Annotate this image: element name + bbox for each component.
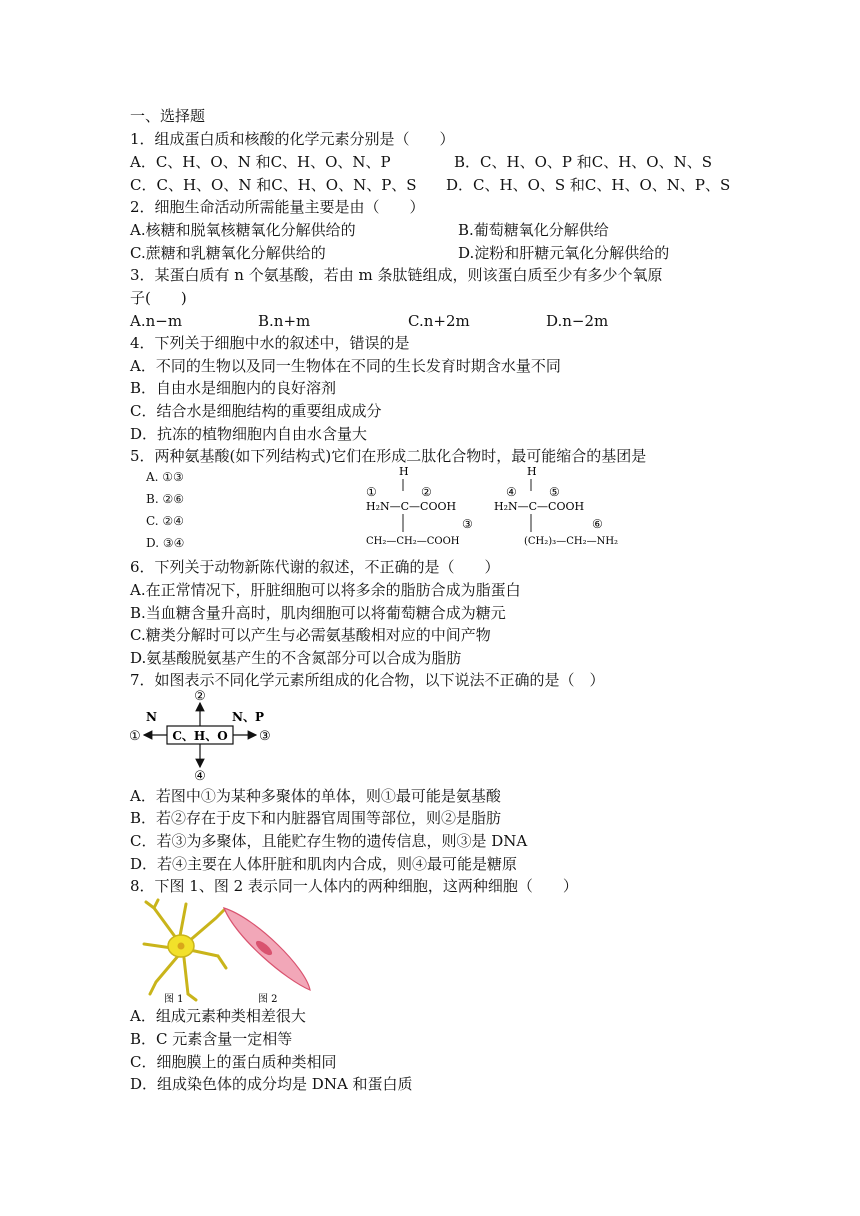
q1-stem: 1．组成蛋白质和核酸的化学元素分别是（ ） — [130, 130, 455, 148]
compound-4-label: ④ — [194, 769, 206, 784]
side-chain-2: (CH₂)₃—CH₂—NH₂ — [524, 536, 619, 547]
smooth-muscle-cell-illustration — [224, 908, 310, 990]
q3-option-d: D.n−2m — [546, 312, 609, 330]
q4-option-b: B．自由水是细胞内的良好溶剂 — [130, 379, 337, 397]
q4-option-d: D．抗冻的植物细胞内自由水含量大 — [130, 425, 368, 443]
q6-option-c: C.糖类分解时可以产生与必需氨基酸相对应的中间产物 — [130, 626, 491, 644]
q7-option-d: D．若④主要在人体肝脏和肌肉内合成，则④最可能是糖原 — [130, 855, 518, 873]
q7-option-a: A．若图中①为某种多聚体的单体，则①最可能是氨基酸 — [130, 787, 501, 805]
left-element-label: N — [146, 710, 157, 724]
q3-stem-line2: 子( ) — [130, 289, 187, 307]
q5-option-b: B. ②⑥ — [146, 492, 184, 506]
q2-option-d: D.淀粉和肝糖元氧化分解供给的 — [458, 244, 670, 262]
side-chain-1: CH₂—CH₂—COOH — [366, 536, 460, 547]
section-title: 一、选择题 — [130, 107, 206, 125]
q7-option-b: B．若②存在于皮下和内脏器官周围等部位，则②是脂肪 — [130, 809, 502, 827]
q7-stem: 7．如图表示不同化学元素所组成的化合物，以下说法不正确的是（ ） — [130, 671, 605, 689]
amino-acid-structure-figure — [360, 462, 630, 554]
label-5: ⑤ — [549, 485, 560, 499]
q2-stem: 2．细胞生命活动所需能量主要是由（ ） — [130, 198, 425, 216]
figure-1-label: 图 1 — [164, 994, 184, 1004]
compound-3-label: ③ — [259, 729, 271, 744]
right-element-label: N、P — [232, 710, 264, 724]
q4-option-a: A．不同的生物以及同一生物体在不同的生长发育时期含水量不同 — [130, 357, 561, 375]
q6-option-b: B.当血糖含量升高时，肌肉细胞可以将葡萄糖合成为糖元 — [130, 604, 506, 622]
figure-2-label: 图 2 — [258, 994, 278, 1004]
amino-group-1: H₂N—C—COOH — [366, 500, 457, 513]
q5-stem: 5．两种氨基酸(如下列结构式)它们在形成二肽化合物时，最可能缩合的基团是 — [130, 447, 647, 465]
q2-option-a: A.核糖和脱氧核糖氧化分解供给的 — [130, 221, 356, 239]
q2-option-b: B.葡萄糖氧化分解供给 — [458, 221, 609, 239]
q1-option-d: D．C、H、O、S 和C、H、O、N、P、S — [446, 176, 731, 194]
q5-option-d: D. ③④ — [146, 536, 185, 550]
q8-option-b: B．C 元素含量一定相等 — [130, 1030, 293, 1048]
q5-option-a: A. ①③ — [146, 470, 184, 484]
h-atom-2: H — [527, 465, 537, 478]
label-6: ⑥ — [592, 517, 603, 531]
q2-option-c: C.蔗糖和乳糖氧化分解供给的 — [130, 244, 326, 262]
q8-option-d: D．组成染色体的成分均是 DNA 和蛋白质 — [130, 1075, 413, 1093]
q4-stem: 4．下列关于细胞中水的叙述中，错误的是 — [130, 334, 410, 352]
q6-stem: 6．下列关于动物新陈代谢的叙述，不正确的是（ ） — [130, 558, 500, 576]
center-elements: C、H、O — [172, 729, 228, 743]
q1-option-c: C．C、H、O、N 和C、H、O、N、P、S — [130, 176, 417, 194]
elements-compound-diagram — [128, 688, 288, 784]
compound-1-label: ① — [129, 729, 141, 744]
q3-stem-line1: 3．某蛋白质有 n 个氨基酸，若由 m 条肽链组成，则该蛋白质至少有多少个氧原 — [130, 266, 663, 284]
h-atom-1: H — [399, 465, 409, 478]
q3-option-a: A.n−m — [130, 312, 183, 330]
label-2: ② — [421, 485, 432, 499]
q3-option-c: C.n+2m — [408, 312, 470, 330]
q5-option-c: C. ②④ — [146, 514, 184, 528]
q1-option-a: A．C、H、O、N 和C、H、O、N、P — [130, 153, 391, 171]
label-1: ① — [366, 485, 377, 499]
neuron-illustration — [144, 900, 226, 1000]
q4-option-c: C．结合水是细胞结构的重要组成成分 — [130, 402, 382, 420]
q8-option-c: C．细胞膜上的蛋白质种类相同 — [130, 1053, 337, 1071]
q7-option-c: C．若③为多聚体，且能贮存生物的遗传信息，则③是 DNA — [130, 832, 528, 850]
q8-stem: 8．下图 1、图 2 表示同一人体内的两种细胞，这两种细胞（ ） — [130, 877, 578, 895]
q6-option-d: D.氨基酸脱氨基产生的不含氮部分可以合成为脂肪 — [130, 649, 462, 667]
cell-figures — [136, 898, 316, 1004]
q8-option-a: A．组成元素种类相差很大 — [130, 1007, 306, 1025]
amino-group-2: H₂N—C—COOH — [494, 500, 585, 513]
q6-option-a: A.在正常情况下，肝脏细胞可以将多余的脂肪合成为脂蛋白 — [130, 581, 521, 599]
label-4: ④ — [506, 485, 517, 499]
q1-option-b: B．C、H、O、P 和C、H、O、N、S — [454, 153, 712, 171]
q3-option-b: B.n+m — [258, 312, 311, 330]
label-3: ③ — [462, 517, 473, 531]
compound-2-label: ② — [194, 689, 206, 704]
